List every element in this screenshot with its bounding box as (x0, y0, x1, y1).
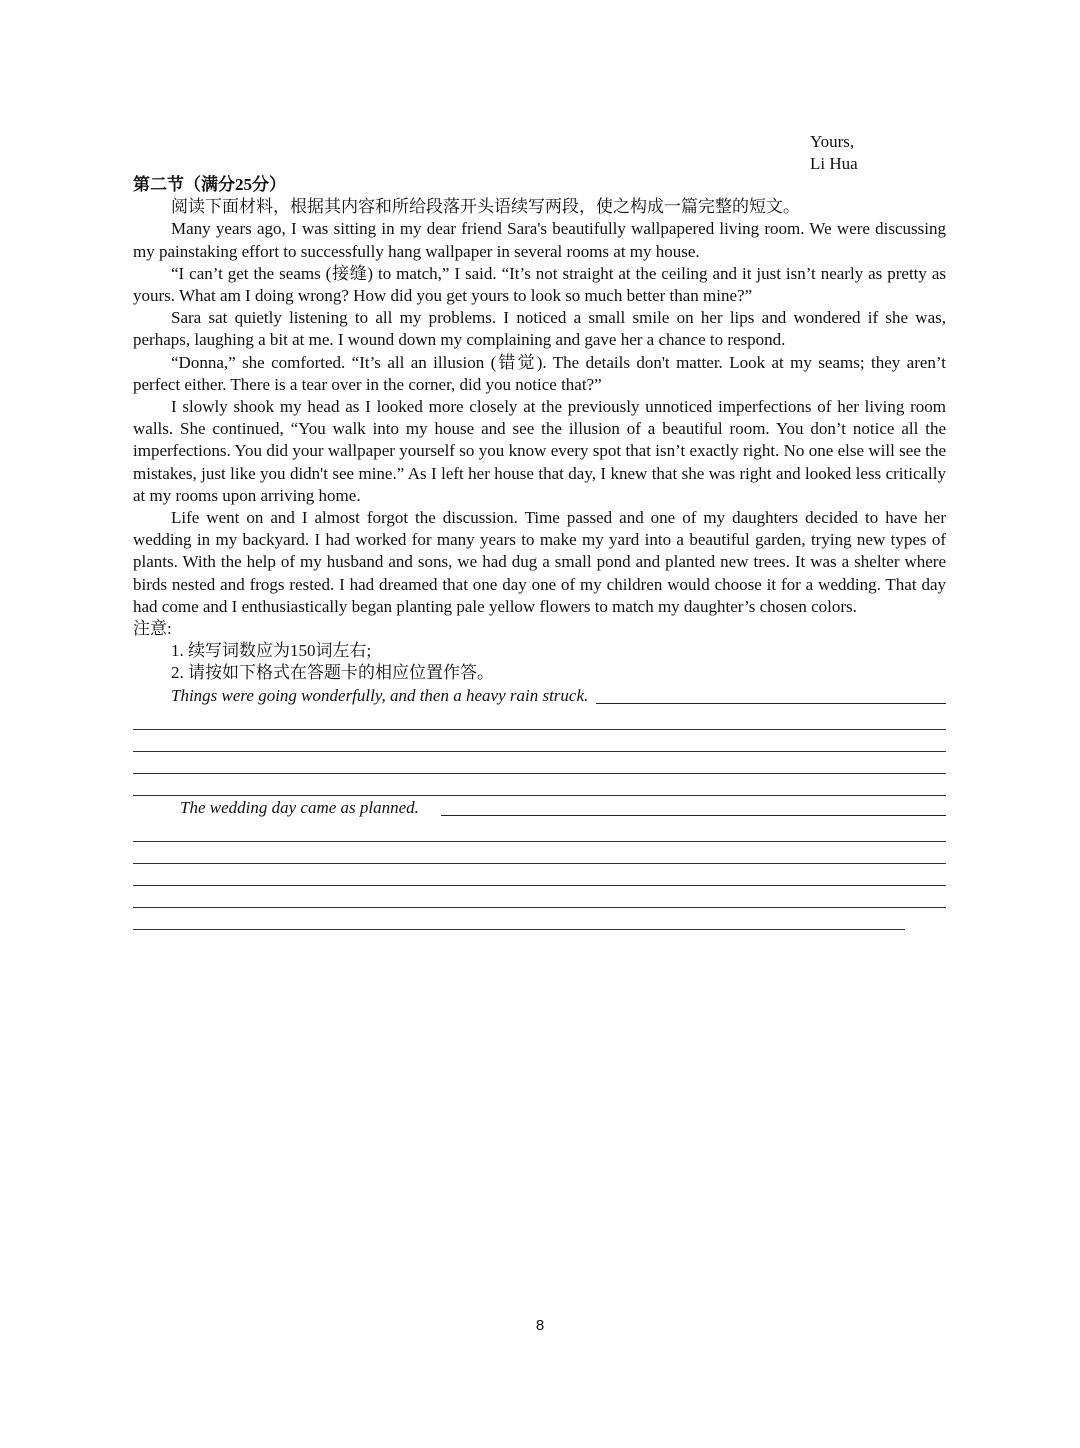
passage-paragraph: “I can’t get the seams (接缝) to match,” I said. “It’s not straight at the ceiling and it just isn’t nearly as pretty as yours. What am I doing wrong? How did you get yours to look so much better than mine?” (133, 263, 946, 306)
answer-line[interactable] (596, 703, 946, 704)
letter-signoff (810, 131, 858, 175)
first-starter-text: Things were going wonderfully, and then a heavy rain struck. (171, 686, 589, 706)
answer-line[interactable] (133, 708, 946, 730)
signoff-closing: Yours, (810, 132, 855, 151)
first-paragraph-starter (171, 685, 946, 708)
second-starter-text: The wedding day came as planned. (180, 798, 419, 818)
passage-paragraph: Many years ago, I was sitting in my dear friend Sara's beautifully wallpapered living room. We were discussing my painstaking effort to successfully hang wallpaper in several rooms at my house. (133, 219, 946, 261)
answer-line[interactable] (133, 752, 946, 774)
answer-line[interactable] (133, 774, 946, 796)
passage-paragraph: Life went on and I almost forgot the discussion. Time passed and one of my daughters decided to have her wedding in my backyard. I had worked for many years to make my yard into a beautiful garden, trying new types of plants. With the help of my husband and sons, we had dug a small pond and planted new trees. It was a shelter where birds nested and frogs rested. I had dreamed that one day one of my children would choose it for a wedding. That day had come and I enthusiastically began planting pale yellow flowers to match my daughter’s chosen colors. (133, 508, 946, 616)
signoff-name: Li Hua (810, 154, 858, 173)
note-item: 2. 请按如下格式在答题卡的相应位置作答。 (171, 663, 494, 683)
answer-line[interactable] (133, 886, 946, 908)
notes-label: 注意: (133, 619, 172, 639)
answer-line[interactable] (133, 908, 905, 930)
note-item: 1. 续写词数应为150词左右; (171, 641, 372, 661)
answer-line[interactable] (441, 815, 946, 816)
passage-paragraph: I slowly shook my head as I looked more closely at the previously unnoticed imperfections of her living room walls. She continued, “You walk into my house and see the illusion of a beautiful room. You don’t notice all the imperfections. You did your wallpaper yourself so you know every spot that isn’t exactly right. No one else will see the mistakes, just like you didn't see mine.” As I left her house that day, I knew that she was right and looked less critically at my rooms upon arriving home. (133, 397, 946, 505)
passage-paragraph: Sara sat quietly listening to all my problems. I noticed a small smile on her lips and wondered if she was, perhaps, laughing a bit at me. I wound down my complaining and gave her a chance to respond. (133, 308, 946, 350)
answer-line[interactable] (133, 820, 946, 842)
section-title: 第二节（满分25分） (133, 175, 286, 194)
passage-paragraph: “Donna,” she comforted. “It’s all an illusion (错觉). The details don't matter. Look at my seams; they aren’t perfect either. There is a tear over in the corner, did you notice that?” (133, 352, 946, 394)
answer-line[interactable] (133, 864, 946, 886)
section-instruction: 阅读下面材料，根据其内容和所给段落开头语续写两段，使之构成一篇完整的短文。 (171, 197, 800, 217)
section-content (133, 174, 946, 930)
page-number: 8 (535, 1317, 545, 1334)
answer-line[interactable] (133, 730, 946, 752)
answer-line[interactable] (133, 842, 946, 864)
second-paragraph-starter (180, 796, 946, 820)
